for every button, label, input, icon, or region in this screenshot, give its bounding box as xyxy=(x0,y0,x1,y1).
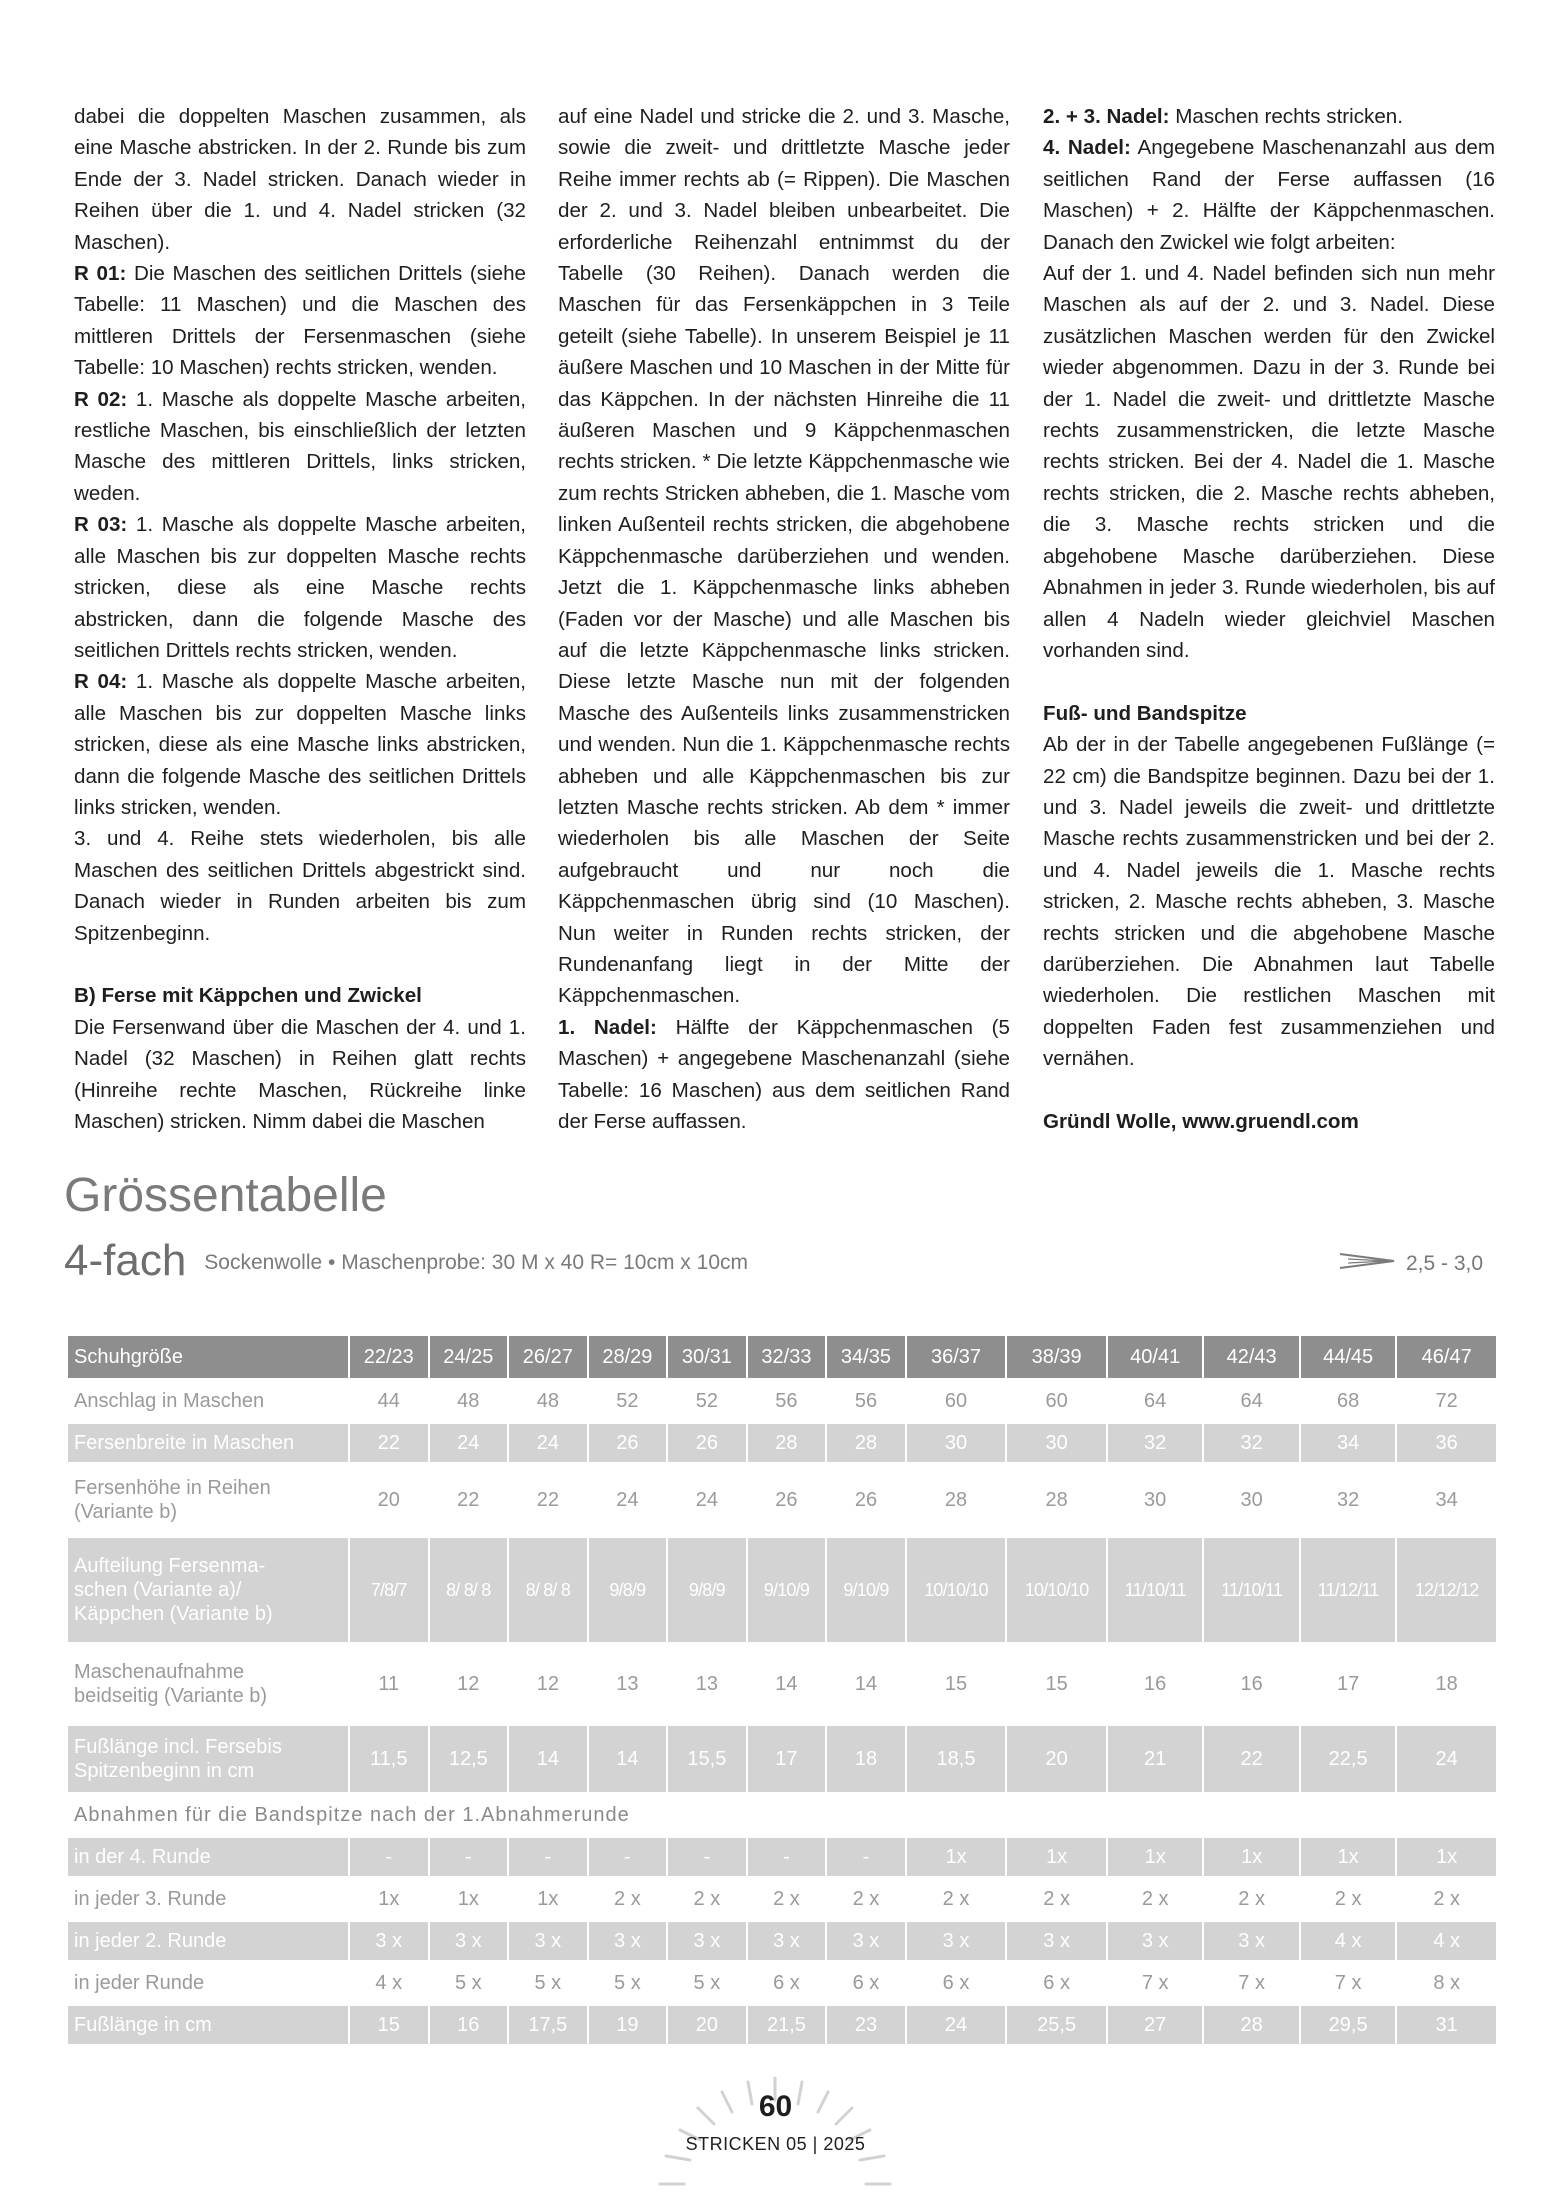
table-header-row xyxy=(68,1336,1496,1378)
table-cell: 20 xyxy=(1007,1726,1106,1792)
table-cell: 30 xyxy=(1108,1466,1202,1534)
table-cell: 13 xyxy=(668,1646,746,1722)
table-cell: 2 x xyxy=(827,1880,905,1918)
table-cell: - xyxy=(827,1838,905,1876)
table-cell: 12 xyxy=(430,1646,508,1722)
heading-heel-cap: B) Ferse mit Käppchen und Zwickel xyxy=(74,984,422,1008)
table-cell: 13 xyxy=(589,1646,667,1722)
table-cell: 48 xyxy=(430,1382,508,1420)
table-cell: 7 x xyxy=(1301,1964,1395,2002)
row-text-r01: Die Maschen des seitlichen Drittels (siehe Tabelle: 11 Maschen) und die Maschen des mittleren Drittels der Fersenmaschen (siehe Tabelle: 10 Maschen) rechts stricken, wenden. xyxy=(74,262,527,380)
size-header-cell: 44/45 xyxy=(1301,1336,1395,1378)
table-cell: 3 x xyxy=(748,1922,826,1960)
table-cell: 9/10/9 xyxy=(827,1538,905,1642)
table-cell: 14 xyxy=(509,1726,587,1792)
table-cell: 1x xyxy=(1204,1838,1298,1876)
needle-1-text: Hälfte der Käppchenmaschen (5 Maschen) + angegebene Maschenanzahl (siehe Tabelle: 16 Maschen) aus dem seitlichen Rand der Ferse auffassen. xyxy=(558,1015,1010,1133)
table-cell: 32 xyxy=(1301,1466,1395,1534)
table-cell: 1x xyxy=(430,1880,508,1918)
table-cell: 14 xyxy=(748,1646,826,1722)
table-cell: 1x xyxy=(509,1880,587,1918)
table-cell: 20 xyxy=(350,1466,428,1534)
table-cell: 52 xyxy=(668,1382,746,1420)
size-header-cell: 24/25 xyxy=(430,1336,508,1378)
table-row xyxy=(68,1538,1496,1642)
table-cell: 28 xyxy=(827,1424,905,1462)
row-label xyxy=(68,1466,348,1534)
table-cell: 10/10/10 xyxy=(1007,1538,1106,1642)
table-cell: 12 xyxy=(509,1646,587,1722)
table-cell: 18,5 xyxy=(907,1726,1006,1792)
table-cell: 6 x xyxy=(907,1964,1006,2002)
paragraph-r04 xyxy=(74,666,526,823)
table-cell: 2 x xyxy=(1108,1880,1202,1918)
table-cell: 22 xyxy=(509,1466,587,1534)
table-cell: 28 xyxy=(748,1424,826,1462)
table-cell: 3 x xyxy=(430,1922,508,1960)
table-cell: 3 x xyxy=(350,1922,428,1960)
row-label: Anschlag in Maschen xyxy=(68,1382,348,1420)
table-cell: 20 xyxy=(668,2006,746,2044)
size-header-cell: 34/35 xyxy=(827,1336,905,1378)
table-cell: 3 x xyxy=(509,1922,587,1960)
table-cell: - xyxy=(350,1838,428,1876)
heading-toe: Fuß- und Bandspitze xyxy=(1043,701,1247,725)
table-cell: 8/ 8/ 8 xyxy=(430,1538,508,1642)
table-cell: 10/10/10 xyxy=(907,1538,1006,1642)
table-cell: 2 x xyxy=(1204,1880,1298,1918)
needle-size-info xyxy=(1338,1250,1483,1276)
table-cell: 60 xyxy=(907,1382,1006,1420)
needle-1-label: 1. Nadel: xyxy=(558,1015,657,1039)
table-cell: 52 xyxy=(589,1382,667,1420)
row-label-line: Spitzenbeginn in cm xyxy=(74,1760,255,1782)
knitting-needles-icon xyxy=(1338,1252,1406,1275)
table-section-row xyxy=(68,1796,1496,1834)
table-row xyxy=(68,1838,1496,1876)
row-label-line: beidseitig (Variante b) xyxy=(74,1685,268,1707)
table-cell: 14 xyxy=(827,1646,905,1722)
table-cell: 44 xyxy=(350,1382,428,1420)
table-cell: 30 xyxy=(907,1424,1006,1462)
table-cell: 7/8/7 xyxy=(350,1538,428,1642)
paragraph-needle-4 xyxy=(1043,132,1495,258)
table-cell: 12/12/12 xyxy=(1397,1538,1496,1642)
text-column-3 xyxy=(1043,101,1495,1137)
paragraph-heel-cap: Die Fersenwand über die Maschen der 4. und 1. Nadel (32 Maschen) in Reihen glatt rechts (Hinreihe rechte Maschen, Rückreihe linke Maschen) stricken. Nimm dabei die Maschen xyxy=(74,1015,526,1133)
table-cell: 31 xyxy=(1397,2006,1496,2044)
table-cell: 36 xyxy=(1397,1424,1496,1462)
needle-size: 2,5 - 3,0 xyxy=(1406,1252,1484,1275)
table-cell: 17 xyxy=(748,1726,826,1792)
table-cell: 15 xyxy=(1007,1646,1106,1722)
table-cell: - xyxy=(589,1838,667,1876)
needle-2-3-text: Maschen rechts stricken. xyxy=(1169,105,1403,128)
row-label-line: Fußlänge incl. Fersebis xyxy=(74,1736,282,1758)
row-label-r02: R 02: xyxy=(74,387,128,411)
table-cell: 9/8/9 xyxy=(589,1538,667,1642)
row-label-line: (Variante b) xyxy=(74,1501,178,1523)
table-cell: 21,5 xyxy=(748,2006,826,2044)
paragraph-toe: Ab der in der Tabelle angegebenen Fußlänge (= 22 cm) die Bandspitze beginnen. Dazu bei der 1. und 3. Nadel jeweils die zweit- und drittletzte Masche rechts zusammenstricken und bei der 2. und 4. Nadel jeweils die 1. Masche rechts stricken, 2. Masche rechts abheben, 3. Masche rechts stricken und die abgehobene Masche darüberziehen. Die Abnahmen laut Tabelle wiederholen. Die restlichen Maschen mit doppelten Faden fest zusammenziehen und vernähen. xyxy=(1043,733,1495,1071)
table-cell: 23 xyxy=(827,2006,905,2044)
row-label-line: Fersenhöhe in Reihen xyxy=(74,1477,271,1499)
table-cell: 15 xyxy=(350,2006,428,2044)
table-cell: 56 xyxy=(748,1382,826,1420)
table-cell: 7 x xyxy=(1204,1964,1298,2002)
table-cell: 1x xyxy=(350,1880,428,1918)
page-number: 60 xyxy=(758,2090,793,2123)
row-label-line: Maschenaufnahme xyxy=(74,1661,245,1683)
table-cell: 28 xyxy=(1007,1466,1106,1534)
wool-description: Sockenwolle • Maschenprobe: 30 M x 40 R= 10cm x 10cm xyxy=(204,1251,748,1274)
table-cell: 56 xyxy=(827,1382,905,1420)
row-label: in jeder 2. Runde xyxy=(68,1922,348,1960)
needle-4-text: Angegebene Maschenanzahl aus dem seitlichen Rand der Ferse auffassen (16 Maschen) + 2. Hälfte der Käppchenmaschen. Danach den Zwickel wie folgt arbeiten: xyxy=(1043,136,1495,254)
table-cell: 8/ 8/ 8 xyxy=(509,1538,587,1642)
size-table xyxy=(66,1332,1498,2048)
table-cell: 15 xyxy=(907,1646,1006,1722)
table-cell: 2 x xyxy=(907,1880,1006,1918)
table-cell: 3 x xyxy=(907,1922,1006,1960)
paragraph-heel-cap-cont: auf eine Nadel und stricke die 2. und 3. Masche, sowie die zweit- und drittletzte Masche jeder Reihe immer rechts ab (= Rippen). Die Maschen der 2. und 3. Nadel bleiben unbearbeitet. Die erforderliche Reihenzahl entnimmst du der Tabelle (30 Reihen). Danach werden die Maschen für das Fersenkäppchen in 3 Teile geteilt (siehe Tabelle). In unserem Beispiel je 11 äußere Maschen und 10 Maschen in der Mitte für das Käppchen. In der nächsten Hinreihe die 11 äußeren Maschen und 9 Käppchenmaschen rechts stricken. * Die letzte Käppchenmasche wie zum rechts Stricken abheben, die 1. Masche vom linken Außenteil rechts stricken, die abgehobene Käppchenmasche darüberziehen und wenden. Jetzt die 1. Käppchenmasche links abheben (Faden vor der Masche) und alle Maschen bis auf die letzte Käppchenmasche links stricken. Diese letzte Masche nun mit der folgenden Masche des Außenteils links zusammenstricken und wenden. Nun die 1. Käppchenmasche rechts abheben und alle Käppchenmaschen bis zur letzten Masche rechts stricken. Ab dem * immer wiederholen bis alle Maschen der Seite aufgebraucht und nur noch die Käppchenmaschen übrig sind (10 Maschen). Nun weiter in Runden rechts stricken, der Rundenanfang liegt in der Mitte der Käppchenmaschen. xyxy=(558,105,1010,1008)
table-cell: 5 x xyxy=(509,1964,587,2002)
table-cell: 32 xyxy=(1108,1424,1202,1462)
table-cell: 3 x xyxy=(827,1922,905,1960)
size-header-cell: 46/47 xyxy=(1397,1336,1496,1378)
table-cell: 26 xyxy=(668,1424,746,1462)
table-row xyxy=(68,1922,1496,1960)
table-cell: 24 xyxy=(907,2006,1006,2044)
table-cell: 3 x xyxy=(589,1922,667,1960)
table-cell: 7 x xyxy=(1108,1964,1202,2002)
table-cell: 24 xyxy=(589,1466,667,1534)
table-cell: 22,5 xyxy=(1301,1726,1395,1792)
table-cell: 34 xyxy=(1301,1424,1395,1462)
row-label: Fersenbreite in Maschen xyxy=(68,1424,348,1462)
table-cell: 8 x xyxy=(1397,1964,1496,2002)
row-label xyxy=(68,1726,348,1792)
wool-weight: 4-fach xyxy=(64,1236,187,1285)
row-label-line: Aufteilung Fersenma- xyxy=(74,1555,266,1577)
table-row xyxy=(68,1466,1496,1534)
table-cell: 1x xyxy=(907,1838,1006,1876)
table-cell: 17,5 xyxy=(509,2006,587,2044)
table-cell: 21 xyxy=(1108,1726,1202,1792)
table-cell: 11/10/11 xyxy=(1204,1538,1298,1642)
row-text-r03: 1. Masche als doppelte Masche arbeiten, alle Maschen bis zur doppelten Masche rechts stricken, diese als eine Masche rechts abstricken, dann die folgende Masche des seitlichen Drittels rechts stricken, wenden. xyxy=(74,513,526,662)
table-row xyxy=(68,1646,1496,1722)
table-cell: 22 xyxy=(430,1466,508,1534)
table-cell: 19 xyxy=(589,2006,667,2044)
table-cell: 28 xyxy=(907,1466,1006,1534)
table-cell: 16 xyxy=(1108,1646,1202,1722)
header-label: Schuhgröße xyxy=(68,1336,348,1378)
table-cell: 18 xyxy=(1397,1646,1496,1722)
table-cell: - xyxy=(430,1838,508,1876)
row-label: in jeder 3. Runde xyxy=(68,1880,348,1918)
paragraph-gusset: Auf der 1. und 4. Nadel befinden sich nun mehr Maschen als auf der 2. und 3. Nadel. Diese zusätzlichen Maschen werden für den Zwickel wieder abgenommen. Dazu in der 3. Runde bei der 1. Nadel die zweit- und drittletzte Masche rechts zusammenstricken, die letzte Masche rechts stricken. Bei der 4. Nadel die 1. Masche rechts stricken, die 2. Masche rechts abheben, die 3. Masche rechts stricken und die abgehobene Masche darüberziehen. Diese Abnahmen in jeder 3. Runde wiederholen, bis auf allen 4 Nadeln wieder gleichviel Maschen vorhanden sind. xyxy=(1043,262,1495,662)
row-label-line: Käppchen (Variante b) xyxy=(74,1603,273,1625)
table-cell: 3 x xyxy=(1007,1922,1106,1960)
table-cell: 2 x xyxy=(748,1880,826,1918)
paragraph-r03 xyxy=(74,509,526,666)
paragraph-intro: dabei die doppelten Maschen zusammen, als eine Masche abstricken. In der 2. Runde bis zum Ende der 3. Nadel stricken. Danach wieder in Reihen über die 1. und 4. Nadel stricken (32 Maschen). xyxy=(74,105,526,254)
paragraph-needle-2-3 xyxy=(1043,101,1495,132)
table-cell: 11/10/11 xyxy=(1108,1538,1202,1642)
table-cell: 18 xyxy=(827,1726,905,1792)
table-cell: 2 x xyxy=(668,1880,746,1918)
table-cell: 11/12/11 xyxy=(1301,1538,1395,1642)
needle-4-label: 4. Nadel: xyxy=(1043,136,1131,160)
table-cell: 12,5 xyxy=(430,1726,508,1792)
table-cell: 4 x xyxy=(1301,1922,1395,1960)
table-cell: - xyxy=(668,1838,746,1876)
table-cell: 6 x xyxy=(1007,1964,1106,2002)
needle-2-3-label: 2. + 3. Nadel: xyxy=(1043,105,1170,128)
magazine-issue: STRICKEN 05 | 2025 xyxy=(685,2134,866,2154)
table-cell: 1x xyxy=(1108,1838,1202,1876)
table-cell: 27 xyxy=(1108,2006,1202,2044)
row-label: Fußlänge in cm xyxy=(68,2006,348,2044)
size-header-cell: 40/41 xyxy=(1108,1336,1202,1378)
table-cell: 24 xyxy=(1397,1726,1496,1792)
table-cell: 64 xyxy=(1204,1382,1298,1420)
size-table-subtitle xyxy=(64,1233,748,1289)
table-cell: - xyxy=(748,1838,826,1876)
table-cell: 28 xyxy=(1204,2006,1298,2044)
table-cell: 1x xyxy=(1397,1838,1496,1876)
table-row xyxy=(68,1726,1496,1792)
row-text-r02: 1. Masche als doppelte Masche arbeiten, restliche Maschen, bis einschließlich der letzten Masche des mittleren Drittels, links stricken, weden. xyxy=(74,387,526,505)
table-cell: 6 x xyxy=(748,1964,826,2002)
row-label: in der 4. Runde xyxy=(68,1838,348,1876)
table-cell: 5 x xyxy=(668,1964,746,2002)
size-table-title: Grössentabelle xyxy=(64,1169,387,1222)
table-cell: 25,5 xyxy=(1007,2006,1106,2044)
table-cell: 1x xyxy=(1301,1838,1395,1876)
table-cell: 64 xyxy=(1108,1382,1202,1420)
table-cell: 5 x xyxy=(430,1964,508,2002)
size-header-cell: 30/31 xyxy=(668,1336,746,1378)
table-cell: 16 xyxy=(1204,1646,1298,1722)
table-cell: 2 x xyxy=(1301,1880,1395,1918)
table-cell: 2 x xyxy=(1397,1880,1496,1918)
row-label-r03: R 03: xyxy=(74,513,128,537)
sunburst-decoration-icon xyxy=(640,2070,911,2193)
size-header-cell: 36/37 xyxy=(907,1336,1006,1378)
table-cell: 32 xyxy=(1204,1424,1298,1462)
size-header-cell: 42/43 xyxy=(1204,1336,1298,1378)
table-cell: 3 x xyxy=(1204,1922,1298,1960)
table-cell: 22 xyxy=(350,1424,428,1462)
table-cell: 30 xyxy=(1204,1466,1298,1534)
row-label-line: schen (Variante a)/ xyxy=(74,1579,242,1601)
table-cell: 2 x xyxy=(589,1880,667,1918)
table-cell: 14 xyxy=(589,1726,667,1792)
paragraph-repeat: 3. und 4. Reihe stets wiederholen, bis alle Maschen des seitlichen Drittels abgestrickt sind. Danach wieder in Runden arbeiten bis zum Spitzenbeginn. xyxy=(74,827,526,945)
table-cell: 4 x xyxy=(350,1964,428,2002)
row-text-r04: 1. Masche als doppelte Masche arbeiten, alle Maschen bis zur doppelten Masche links stricken, diese als eine Masche links abstricken, dann die folgende Masche des seitlichen Drittels links stricken, wenden. xyxy=(74,670,526,819)
table-row xyxy=(68,1964,1496,2002)
table-cell: 5 x xyxy=(589,1964,667,2002)
table-cell: 3 x xyxy=(1108,1922,1202,1960)
table-cell: 11,5 xyxy=(350,1726,428,1792)
text-column-2 xyxy=(558,101,1010,1137)
table-cell: 15,5 xyxy=(668,1726,746,1792)
row-label: in jeder Runde xyxy=(68,1964,348,2002)
table-row xyxy=(68,1424,1496,1462)
table-cell: 48 xyxy=(509,1382,587,1420)
table-row xyxy=(68,1382,1496,1420)
table-cell: 2 x xyxy=(1007,1880,1106,1918)
row-label xyxy=(68,1538,348,1642)
text-column-1 xyxy=(74,101,526,1137)
row-label-r01: R 01: xyxy=(74,262,127,286)
table-cell: 24 xyxy=(668,1466,746,1534)
size-header-cell: 26/27 xyxy=(509,1336,587,1378)
table-cell: 29,5 xyxy=(1301,2006,1395,2044)
table-cell: 4 x xyxy=(1397,1922,1496,1960)
table-cell: 24 xyxy=(430,1424,508,1462)
table-cell: 3 x xyxy=(668,1922,746,1960)
table-cell: 1x xyxy=(1007,1838,1106,1876)
section-label: Abnahmen für die Bandspitze nach der 1.Abnahmerunde xyxy=(68,1796,1496,1834)
table-cell: 9/8/9 xyxy=(668,1538,746,1642)
table-cell: 26 xyxy=(827,1466,905,1534)
table-row xyxy=(68,1880,1496,1918)
table-cell: - xyxy=(509,1838,587,1876)
table-cell: 60 xyxy=(1007,1382,1106,1420)
table-cell: 34 xyxy=(1397,1466,1496,1534)
table-cell: 30 xyxy=(1007,1424,1106,1462)
paragraph-r02 xyxy=(74,384,526,510)
size-header-cell: 22/23 xyxy=(350,1336,428,1378)
row-label-r04: R 04: xyxy=(74,670,128,694)
table-cell: 16 xyxy=(430,2006,508,2044)
size-header-cell: 32/33 xyxy=(748,1336,826,1378)
table-cell: 22 xyxy=(1204,1726,1298,1792)
table-cell: 72 xyxy=(1397,1382,1496,1420)
paragraph-needle-1 xyxy=(558,1012,1010,1138)
table-cell: 6 x xyxy=(827,1964,905,2002)
row-label xyxy=(68,1646,348,1722)
credit-line: Gründl Wolle, www.gruendl.com xyxy=(1043,1109,1359,1133)
table-cell: 17 xyxy=(1301,1646,1395,1722)
table-cell: 24 xyxy=(509,1424,587,1462)
table-cell: 9/10/9 xyxy=(748,1538,826,1642)
size-header-cell: 28/29 xyxy=(589,1336,667,1378)
size-header-cell: 38/39 xyxy=(1007,1336,1106,1378)
table-cell: 26 xyxy=(748,1466,826,1534)
table-cell: 68 xyxy=(1301,1382,1395,1420)
table-cell: 26 xyxy=(589,1424,667,1462)
table-row xyxy=(68,2006,1496,2044)
table-cell: 11 xyxy=(350,1646,428,1722)
paragraph-r01 xyxy=(74,258,526,384)
